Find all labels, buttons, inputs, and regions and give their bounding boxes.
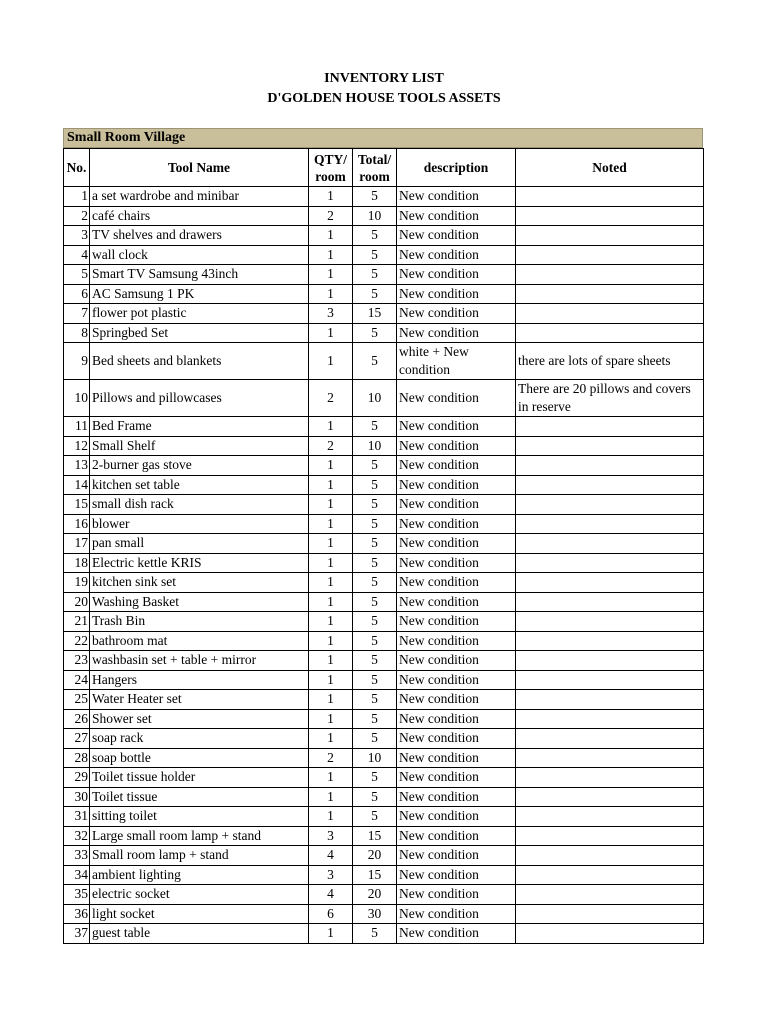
cell-noted (516, 612, 704, 632)
cell-total-room: 15 (353, 304, 397, 324)
table-row (64, 729, 704, 749)
cell-tool-name: ambient lighting (90, 865, 309, 885)
cell-description: New condition (397, 206, 516, 226)
cell-noted (516, 729, 704, 749)
cell-total-room: 5 (353, 495, 397, 515)
cell-tool-name: Springbed Set (90, 323, 309, 343)
cell-qty-room: 1 (309, 592, 353, 612)
cell-noted (516, 787, 704, 807)
cell-description: New condition (397, 865, 516, 885)
cell-noted (516, 304, 704, 324)
cell-qty-room: 3 (309, 865, 353, 885)
cell-tool-name: Small room lamp + stand (90, 846, 309, 866)
cell-description: New condition (397, 323, 516, 343)
cell-no: 29 (64, 768, 90, 788)
cell-noted (516, 475, 704, 495)
cell-total-room: 5 (353, 417, 397, 437)
cell-no: 19 (64, 573, 90, 593)
cell-no: 31 (64, 807, 90, 827)
table-row (64, 748, 704, 768)
cell-total-room: 5 (353, 534, 397, 554)
cell-total-room: 5 (353, 631, 397, 651)
cell-no: 34 (64, 865, 90, 885)
cell-tool-name: Toilet tissue holder (90, 768, 309, 788)
cell-noted (516, 226, 704, 246)
cell-noted (516, 417, 704, 437)
cell-tool-name: soap bottle (90, 748, 309, 768)
table-row (64, 807, 704, 827)
cell-qty-room: 1 (309, 787, 353, 807)
cell-tool-name: 2-burner gas stove (90, 456, 309, 476)
cell-description: New condition (397, 748, 516, 768)
cell-total-room: 5 (353, 456, 397, 476)
cell-total-room: 5 (353, 553, 397, 573)
table-row (64, 670, 704, 690)
cell-total-room: 20 (353, 885, 397, 905)
cell-qty-room: 1 (309, 924, 353, 944)
cell-no: 12 (64, 436, 90, 456)
cell-description: New condition (397, 226, 516, 246)
cell-noted (516, 904, 704, 924)
table-row (64, 885, 704, 905)
cell-no: 28 (64, 748, 90, 768)
cell-noted (516, 768, 704, 788)
cell-total-room: 5 (353, 245, 397, 265)
table-row (64, 265, 704, 285)
cell-no: 1 (64, 187, 90, 207)
table-row (64, 206, 704, 226)
cell-tool-name: Large small room lamp + stand (90, 826, 309, 846)
header-no: No. (64, 149, 90, 187)
cell-noted: There are 20 pillows and covers in reserve (516, 380, 704, 417)
cell-description: New condition (397, 245, 516, 265)
table-header-row (64, 149, 704, 187)
cell-description: New condition (397, 787, 516, 807)
table-row (64, 187, 704, 207)
cell-qty-room: 1 (309, 323, 353, 343)
cell-qty-room: 1 (309, 553, 353, 573)
cell-qty-room: 4 (309, 885, 353, 905)
cell-no: 20 (64, 592, 90, 612)
cell-no: 8 (64, 323, 90, 343)
cell-qty-room: 2 (309, 436, 353, 456)
cell-noted (516, 631, 704, 651)
cell-noted (516, 924, 704, 944)
table-row (64, 553, 704, 573)
cell-qty-room: 1 (309, 456, 353, 476)
table-row (64, 592, 704, 612)
cell-qty-room: 1 (309, 612, 353, 632)
table-row (64, 304, 704, 324)
cell-tool-name: Water Heater set (90, 690, 309, 710)
table-row (64, 456, 704, 476)
table-row (64, 651, 704, 671)
cell-no: 14 (64, 475, 90, 495)
cell-description: white + New condition (397, 343, 516, 380)
table-row (64, 826, 704, 846)
cell-no: 7 (64, 304, 90, 324)
cell-description: New condition (397, 768, 516, 788)
table-row (64, 226, 704, 246)
cell-tool-name: Washing Basket (90, 592, 309, 612)
cell-noted (516, 436, 704, 456)
table-row (64, 631, 704, 651)
cell-total-room: 10 (353, 436, 397, 456)
table-row (64, 612, 704, 632)
cell-total-room: 5 (353, 187, 397, 207)
cell-qty-room: 1 (309, 709, 353, 729)
cell-qty-room: 6 (309, 904, 353, 924)
cell-qty-room: 1 (309, 573, 353, 593)
cell-tool-name: AC Samsung 1 PK (90, 284, 309, 304)
table-row (64, 343, 704, 380)
cell-tool-name: café chairs (90, 206, 309, 226)
cell-no: 16 (64, 514, 90, 534)
table-row (64, 380, 704, 417)
table-row (64, 924, 704, 944)
cell-no: 30 (64, 787, 90, 807)
cell-qty-room: 1 (309, 514, 353, 534)
cell-description: New condition (397, 187, 516, 207)
cell-noted (516, 865, 704, 885)
cell-noted (516, 495, 704, 515)
cell-tool-name: Bed sheets and blankets (90, 343, 309, 380)
cell-total-room: 5 (353, 709, 397, 729)
cell-noted (516, 245, 704, 265)
cell-noted (516, 592, 704, 612)
cell-qty-room: 1 (309, 265, 353, 285)
cell-total-room: 5 (353, 787, 397, 807)
cell-description: New condition (397, 265, 516, 285)
cell-description: New condition (397, 475, 516, 495)
cell-noted (516, 670, 704, 690)
cell-total-room: 5 (353, 475, 397, 495)
cell-description: New condition (397, 534, 516, 554)
cell-total-room: 15 (353, 865, 397, 885)
cell-total-room: 5 (353, 924, 397, 944)
cell-tool-name: pan small (90, 534, 309, 554)
section-header: Small Room Village (63, 128, 703, 148)
cell-qty-room: 1 (309, 226, 353, 246)
cell-qty-room: 1 (309, 495, 353, 515)
table-row (64, 846, 704, 866)
cell-description: New condition (397, 495, 516, 515)
cell-noted (516, 534, 704, 554)
cell-total-room: 5 (353, 729, 397, 749)
cell-tool-name: washbasin set + table + mirror (90, 651, 309, 671)
cell-total-room: 30 (353, 904, 397, 924)
cell-tool-name: guest table (90, 924, 309, 944)
cell-description: New condition (397, 807, 516, 827)
cell-tool-name: small dish rack (90, 495, 309, 515)
cell-noted (516, 885, 704, 905)
cell-description: New condition (397, 690, 516, 710)
table-row (64, 475, 704, 495)
cell-noted (516, 709, 704, 729)
cell-no: 37 (64, 924, 90, 944)
table-row (64, 690, 704, 710)
cell-tool-name: blower (90, 514, 309, 534)
cell-qty-room: 1 (309, 807, 353, 827)
cell-qty-room: 1 (309, 245, 353, 265)
cell-total-room: 5 (353, 690, 397, 710)
cell-total-room: 10 (353, 206, 397, 226)
cell-no: 13 (64, 456, 90, 476)
cell-qty-room: 2 (309, 206, 353, 226)
cell-tool-name: light socket (90, 904, 309, 924)
cell-tool-name: Pillows and pillowcases (90, 380, 309, 417)
cell-total-room: 5 (353, 670, 397, 690)
cell-description: New condition (397, 729, 516, 749)
cell-total-room: 5 (353, 592, 397, 612)
cell-no: 10 (64, 380, 90, 417)
cell-no: 26 (64, 709, 90, 729)
cell-description: New condition (397, 573, 516, 593)
cell-total-room: 5 (353, 343, 397, 380)
cell-no: 22 (64, 631, 90, 651)
cell-description: New condition (397, 284, 516, 304)
table-row (64, 787, 704, 807)
cell-tool-name: electric socket (90, 885, 309, 905)
cell-total-room: 15 (353, 826, 397, 846)
table-row (64, 534, 704, 554)
cell-total-room: 5 (353, 323, 397, 343)
table-row (64, 573, 704, 593)
cell-tool-name: Toilet tissue (90, 787, 309, 807)
cell-no: 21 (64, 612, 90, 632)
cell-no: 18 (64, 553, 90, 573)
header-tool-name: Tool Name (90, 149, 309, 187)
cell-total-room: 5 (353, 226, 397, 246)
cell-qty-room: 2 (309, 748, 353, 768)
inventory-table (63, 148, 704, 944)
cell-tool-name: wall clock (90, 245, 309, 265)
cell-description: New condition (397, 631, 516, 651)
cell-tool-name: kitchen set table (90, 475, 309, 495)
cell-noted (516, 748, 704, 768)
table-row (64, 495, 704, 515)
cell-no: 4 (64, 245, 90, 265)
cell-noted (516, 553, 704, 573)
cell-noted (516, 651, 704, 671)
cell-no: 24 (64, 670, 90, 690)
cell-total-room: 10 (353, 748, 397, 768)
cell-total-room: 5 (353, 265, 397, 285)
cell-tool-name: bathroom mat (90, 631, 309, 651)
cell-tool-name: Bed Frame (90, 417, 309, 437)
table-row (64, 436, 704, 456)
cell-qty-room: 1 (309, 534, 353, 554)
cell-total-room: 5 (353, 612, 397, 632)
cell-no: 33 (64, 846, 90, 866)
cell-description: New condition (397, 417, 516, 437)
cell-tool-name: Smart TV Samsung 43inch (90, 265, 309, 285)
cell-no: 15 (64, 495, 90, 515)
inventory-sheet (63, 128, 703, 944)
cell-tool-name: Shower set (90, 709, 309, 729)
cell-qty-room: 4 (309, 846, 353, 866)
cell-description: New condition (397, 670, 516, 690)
cell-no: 17 (64, 534, 90, 554)
table-row (64, 417, 704, 437)
header-noted: Noted (516, 149, 704, 187)
table-row (64, 904, 704, 924)
cell-description: New condition (397, 380, 516, 417)
cell-tool-name: Small Shelf (90, 436, 309, 456)
cell-no: 25 (64, 690, 90, 710)
cell-no: 9 (64, 343, 90, 380)
table-row (64, 245, 704, 265)
cell-description: New condition (397, 885, 516, 905)
header-description: description (397, 149, 516, 187)
cell-tool-name: Trash Bin (90, 612, 309, 632)
cell-qty-room: 2 (309, 380, 353, 417)
cell-no: 23 (64, 651, 90, 671)
document-subtitle: D'GOLDEN HOUSE TOOLS ASSETS (267, 91, 501, 106)
cell-qty-room: 1 (309, 475, 353, 495)
cell-qty-room: 1 (309, 670, 353, 690)
cell-description: New condition (397, 436, 516, 456)
cell-tool-name: a set wardrobe and minibar (90, 187, 309, 207)
cell-qty-room: 1 (309, 690, 353, 710)
cell-no: 5 (64, 265, 90, 285)
cell-tool-name: sitting toilet (90, 807, 309, 827)
cell-tool-name: Hangers (90, 670, 309, 690)
cell-qty-room: 1 (309, 284, 353, 304)
cell-total-room: 5 (353, 514, 397, 534)
cell-no: 11 (64, 417, 90, 437)
cell-qty-room: 1 (309, 729, 353, 749)
cell-noted (516, 514, 704, 534)
cell-noted (516, 807, 704, 827)
cell-no: 2 (64, 206, 90, 226)
cell-noted (516, 456, 704, 476)
cell-qty-room: 3 (309, 304, 353, 324)
document-title: INVENTORY LIST (324, 71, 444, 86)
cell-noted (516, 690, 704, 710)
cell-total-room: 5 (353, 807, 397, 827)
table-row (64, 323, 704, 343)
cell-no: 3 (64, 226, 90, 246)
cell-tool-name: Electric kettle KRIS (90, 553, 309, 573)
cell-noted (516, 323, 704, 343)
cell-qty-room: 1 (309, 631, 353, 651)
cell-description: New condition (397, 651, 516, 671)
cell-no: 35 (64, 885, 90, 905)
table-row (64, 865, 704, 885)
cell-description: New condition (397, 456, 516, 476)
cell-total-room: 10 (353, 380, 397, 417)
cell-qty-room: 1 (309, 651, 353, 671)
cell-qty-room: 1 (309, 187, 353, 207)
cell-description: New condition (397, 612, 516, 632)
cell-noted (516, 265, 704, 285)
table-row (64, 709, 704, 729)
cell-noted (516, 187, 704, 207)
cell-noted (516, 206, 704, 226)
cell-total-room: 5 (353, 651, 397, 671)
cell-noted (516, 846, 704, 866)
table-row (64, 284, 704, 304)
cell-description: New condition (397, 514, 516, 534)
cell-description: New condition (397, 904, 516, 924)
cell-description: New condition (397, 592, 516, 612)
cell-tool-name: kitchen sink set (90, 573, 309, 593)
cell-tool-name: flower pot plastic (90, 304, 309, 324)
cell-tool-name: TV shelves and drawers (90, 226, 309, 246)
cell-qty-room: 3 (309, 826, 353, 846)
header-qty-room: QTY/ room (309, 149, 353, 187)
cell-no: 36 (64, 904, 90, 924)
cell-qty-room: 1 (309, 768, 353, 788)
cell-description: New condition (397, 846, 516, 866)
cell-qty-room: 1 (309, 343, 353, 380)
table-body (64, 187, 704, 944)
cell-description: New condition (397, 553, 516, 573)
header-total-room: Total/ room (353, 149, 397, 187)
cell-total-room: 5 (353, 573, 397, 593)
cell-description: New condition (397, 924, 516, 944)
cell-noted: there are lots of spare sheets (516, 343, 704, 380)
cell-noted (516, 826, 704, 846)
cell-total-room: 20 (353, 846, 397, 866)
cell-no: 27 (64, 729, 90, 749)
cell-tool-name: soap rack (90, 729, 309, 749)
table-row (64, 768, 704, 788)
cell-noted (516, 284, 704, 304)
cell-total-room: 5 (353, 284, 397, 304)
cell-qty-room: 1 (309, 417, 353, 437)
cell-description: New condition (397, 709, 516, 729)
cell-noted (516, 573, 704, 593)
table-row (64, 514, 704, 534)
cell-no: 32 (64, 826, 90, 846)
cell-total-room: 5 (353, 768, 397, 788)
cell-no: 6 (64, 284, 90, 304)
cell-description: New condition (397, 304, 516, 324)
cell-description: New condition (397, 826, 516, 846)
